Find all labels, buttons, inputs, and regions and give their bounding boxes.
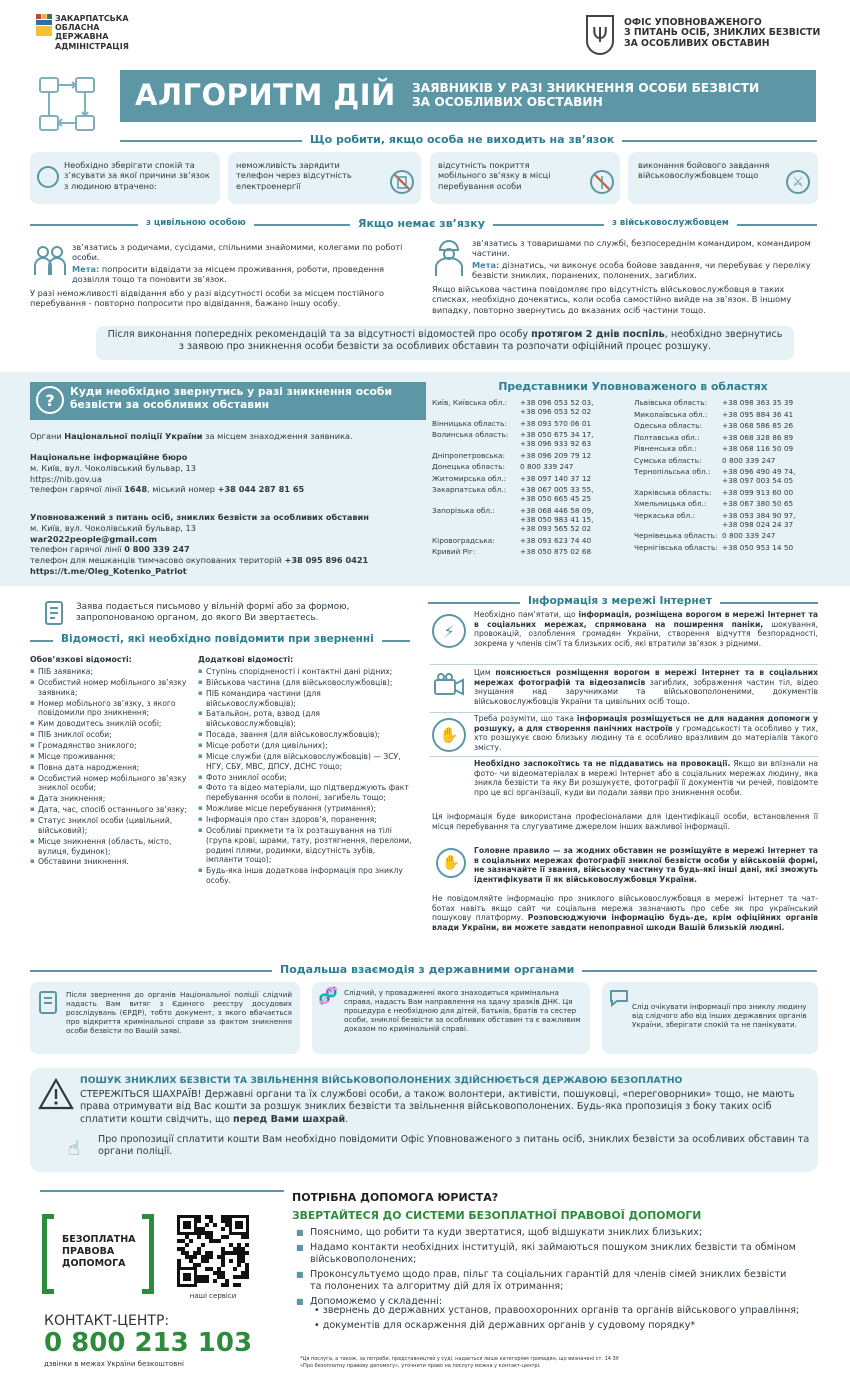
brain-warning-icon: ⚡	[432, 614, 466, 648]
mandatory-item: ▪ ПІБ зниклої особи;	[30, 730, 190, 740]
additional-item: ▪ ПІБ командира частини (для військовослужбовців);	[198, 689, 412, 709]
legal-title: ПОТРІБНА ДОПОМОГА ЮРИСТА?	[292, 1191, 499, 1204]
oda-line: ДЕРЖАВНА	[55, 32, 109, 42]
region-phone: +38 050 675 34 17, +38 096 933 92 63	[520, 430, 594, 449]
mandatory-item: ▪ Особистий номер мобільного зв’язку зниклої особи;	[30, 774, 190, 794]
additional-item: ▪ Батальйон, рота, взвод (для військовослужбовців);	[198, 709, 412, 729]
mandatory-item: ▪ Обставини зникнення.	[30, 857, 190, 867]
civil-goal	[72, 264, 410, 285]
nib-url[interactable]: https://nib.gov.ua	[30, 473, 102, 484]
dna-icon: 🧬	[318, 986, 338, 1005]
region-phone: +38 068 446 58 09, +38 050 983 41 15, +38 093 565 52 02	[520, 505, 594, 534]
internet-title: Інформація з мережі Інтернет	[520, 595, 720, 607]
region-row	[432, 462, 620, 471]
two-days-p1: Після виконання попередніх рекомендацій та за відсутності відомостей про особу	[107, 329, 532, 340]
internet-b7-bold: Розповсюджуючи інформацію будь-де, крім офіційних органів влади України, ви можете завдати непоправної шкоди Вашій близькій людині.	[432, 913, 818, 933]
ombudsman-hotline	[30, 544, 430, 555]
region-name: Донецька область:	[432, 462, 506, 472]
warning-bold: перед Вами шахрай	[233, 1113, 346, 1125]
region-name: Дніпропетровська:	[432, 450, 505, 460]
nib-phone-p2: , міський номер	[147, 484, 218, 495]
region-phone: +38 068 116 50 09	[722, 444, 794, 453]
legal-sub-item: • документів для оскарження дій державних органів у судовому порядку*	[314, 1319, 696, 1331]
legal-item: ■ Пояснимо, що робити та куди звертатися, щоб відшукати зниклих близьких;	[296, 1227, 796, 1239]
region-row	[634, 467, 822, 485]
police-bold: Національної поліції України	[64, 431, 203, 441]
legal-brand-line: ДОПОМОГА	[62, 1257, 126, 1269]
info-title: Відомості, які необхідно повідомити при зверненні	[53, 633, 382, 645]
algorithm-diagram-icon	[36, 74, 98, 136]
region-row	[634, 543, 822, 552]
hand-money-icon: ☝	[68, 1136, 81, 1160]
region-name: Чернігівська область:	[634, 542, 718, 552]
region-name: Київ, Київська обл.:	[432, 398, 508, 407]
mil-goal	[472, 260, 818, 281]
internet-b3-p2: у громадськості та особливо у тих, хто розшукує свою близьку людину та є особливо вразливим до матеріалів такого змісту.	[474, 723, 818, 753]
region-name: Кіровоградська:	[432, 535, 495, 545]
reason-combat: виконання бойового завдання військовослужбовцем тощо	[638, 160, 770, 181]
civil-text: зв’язатись з родичами, сусідами, спільними знайомими, колегами по роботі особи.	[72, 242, 403, 263]
internet-b2-p1: Цим	[474, 668, 496, 677]
office-line: З ПИТАНЬ ОСІБ, ЗНИКЛИХ БЕЗВІСТИ	[624, 27, 821, 39]
mil-goal-text: дізнатись, чи виконує особа бойове завдання, чи перебуває у переліку безвісти зниклих, поранених, полонених, загиблих.	[472, 260, 811, 281]
additional-item: ▪ Ступінь спорідненості і контактні дані рідних;	[198, 667, 412, 677]
region-row	[634, 398, 822, 407]
nib-phones	[30, 484, 430, 495]
region-phone: +38 068 328 86 89	[722, 432, 794, 442]
mil-goal-label: Мета:	[472, 260, 500, 270]
region-name: Харківська область:	[634, 487, 712, 497]
nib-hotline: 1648	[124, 484, 148, 495]
police-p1: Органи	[30, 431, 65, 441]
region-phone: +38 068 586 85 26	[722, 421, 794, 430]
regions-left	[432, 398, 620, 559]
additional-item: ▪ Інформація про стан здоров’я, поранення;	[198, 815, 412, 825]
region-phone: +38 067 380 50 65	[722, 499, 794, 509]
regions-title: Представники Уповноваженого в областях	[498, 380, 768, 393]
crossed-swords-icon: ⚔	[786, 170, 810, 194]
civil-goal-text: попросити відвідати за місцем проживання, роботи, проведення дозвілля тощо та поновити зв’язок.	[72, 264, 385, 285]
legal-sub-list	[314, 1305, 814, 1332]
region-row	[634, 444, 822, 453]
civilians-icon	[32, 242, 68, 278]
region-row	[432, 398, 620, 416]
chat-icon	[608, 988, 630, 1008]
internet-block-5: Ця інформація буде використана професіоналами для ідентифікації особи, встановлення її місця перебування та слугуватиме джерелом інших важливої інформації.	[432, 812, 818, 831]
police-p2: за місцем знаходження заявника.	[202, 431, 353, 441]
region-phone: +38 093 570 06 01	[520, 418, 592, 428]
no-battery-icon	[390, 170, 414, 194]
region-phone: +38 099 913 60 00	[722, 487, 794, 497]
no-contact-title: Що робити, якщо особа не виходить на зв’язок	[302, 133, 622, 146]
region-phone: +38 096 053 52 03, +38 096 053 52 02	[520, 398, 594, 417]
region-row	[634, 421, 822, 430]
internet-b3-bold: інформація розміщується не для надання допомоги у розшуку, а для створення панічних настроїв	[474, 714, 818, 733]
two-days-note	[105, 329, 785, 354]
region-name: Львівська область:	[634, 398, 708, 407]
thumbs-down-icon: ✋	[432, 718, 466, 752]
additional-item: ▪ Фото зниклої особи;	[198, 773, 412, 783]
region-row	[634, 511, 822, 529]
region-name: Житомирська обл.:	[432, 473, 507, 483]
nib-address: м. Київ, вул. Чоколівський бульвар, 13	[30, 462, 196, 473]
region-row	[634, 433, 822, 442]
legal-sub-item: • звернень до державних установ, правоохоронних органів та органів військового управління;	[314, 1305, 800, 1316]
internet-b7-text: Не повідомляйте інформацію про зниклого військовослужбовця в мережі Інтернет та чат-ботах навіть якщо сайт чи соціальна мережа зазначають про себе як про український пошукову платформу.	[432, 894, 818, 923]
region-name: Одеська область:	[634, 421, 702, 430]
divider	[430, 664, 818, 665]
region-phone: +38 096 490 49 74, +38 097 003 54 05	[722, 467, 796, 486]
mandatory-item: ▪ ПІБ заявника;	[30, 667, 190, 677]
banner-subtitle-line: ЗА ОСОБЛИВИХ ОБСТАВИН	[412, 95, 603, 110]
mandatory-block	[30, 655, 190, 868]
civil-label: з цивільною особою	[138, 218, 254, 228]
hand-stop-icon: ✋	[436, 848, 466, 878]
region-name: Кривий Ріг:	[432, 547, 476, 557]
legal-item: ■ Надамо контакти необхідних інституцій, які займаються пошуком зниклих безвісти та обміном військовополонених;	[296, 1242, 796, 1266]
mandatory-item: ▪ Місце зникнення (область, місто, вулиця, будинок);	[30, 837, 190, 857]
additional-item: ▪ Місце служби (для військовослужбовців) — ЗСУ, НГУ, СБУ, МВС, ДПСУ, ДСНС тощо;	[198, 752, 412, 772]
internet-block-3	[474, 714, 818, 753]
internet-block-1	[474, 610, 818, 649]
ombudsman-email[interactable]: war2022people@gmail.com	[30, 533, 158, 544]
contact-phone: 0 800 213 103	[44, 1328, 253, 1358]
region-row	[432, 547, 620, 556]
region-phone: +38 050 953 14 50	[722, 542, 794, 552]
gov-text-1: Після звернення до органів Національної поліції слідчий надасть Вам витяг з Єдиного реєстру досудових розслідувань (ЄРДР), тобто документ, з якого вбачається про відкриття кримінальної справи за фактом зникнення особи безвісти по Вашій заяві.	[66, 990, 292, 1035]
region-name: Полтавська обл.:	[634, 432, 700, 442]
region-name: Миколаївська обл.:	[634, 409, 708, 419]
application-note: Заява подається письмово у вільній формі або за формою, запропонованою органом, до якого Ви звертаєтесь.	[76, 602, 350, 624]
region-phone: +38 096 209 79 12	[520, 450, 592, 460]
region-phone: 0 800 339 247	[722, 455, 776, 465]
warning-text	[80, 1089, 812, 1126]
region-phone: +38 050 875 02 68	[520, 547, 592, 557]
region-row	[432, 485, 620, 503]
gov-text-3: Слід очікувати інформації про зниклу людину від слідчого або від інших державних органів України, зберігати спокій та не панікувати.	[632, 1002, 807, 1029]
internet-block-2	[474, 668, 818, 707]
region-row	[432, 419, 620, 428]
qr-label: наші сервіси	[189, 1292, 237, 1300]
banner-subtitle	[412, 81, 759, 109]
ombudsman-info	[30, 512, 430, 577]
gov-title: Подальша взаємодія з державними органами	[272, 963, 582, 976]
nib-city-phone: +38 044 287 81 65	[217, 484, 305, 495]
region-name: Хмельницька обл.:	[634, 499, 707, 509]
internet-b3-p1: Треба розуміти, що така	[474, 714, 577, 723]
internet-main-rule: Головне правило — за жодних обставин не розміщуйте в мережі Інтернет та в соціальних мережах фотографії зниклої безвісти особи у військовій формі, не зазначайте її звання, військову частину та будь-які інші дані, які зможуть ідентифікувати її як військовослужбовця України.	[474, 846, 818, 885]
legal-brand-line: ПРАВОВА	[62, 1245, 115, 1257]
ombudsman-hotline-number: 0 800 339 247	[124, 544, 190, 555]
mandatory-item: ▪ Дата, час, спосіб останнього зв’язку;	[30, 805, 190, 815]
warning-report: Про пропозиції сплатити кошти Вам необхідно повідомити Офіс Уповноваженого з питань осіб, зниклих безвісти за особливих обставин та органи поліції.	[98, 1134, 810, 1158]
ombudsman-address: м. Київ, вул. Чоколівський бульвар, 13	[30, 522, 196, 533]
additional-list	[198, 667, 412, 886]
region-row	[634, 410, 822, 419]
regions-right	[634, 398, 822, 554]
civil-extra: У разі неможливості відвідання або у разі відсутності особи за місцем постійного перебування - повторно попросити про відвідання, бажано іншу особу.	[30, 288, 384, 309]
ombudsman-phone-p1: телефон гарячої лінії	[30, 544, 125, 555]
if-no-contact-title: Якщо немає зв’язку	[350, 217, 493, 230]
additional-item: ▪ Можливе місце перебування (утримання);	[198, 804, 412, 814]
region-name: Запорізька обл.:	[432, 505, 495, 515]
region-name: Волинська область:	[432, 430, 509, 440]
region-name: Черкаська обл.:	[634, 510, 695, 520]
military-label: з військовослужбовцем	[604, 218, 737, 228]
region-row	[432, 451, 620, 460]
banner-title: АЛГОРИТМ ДІЙ	[135, 78, 396, 112]
additional-item: ▪ Місце роботи (для цивільних);	[198, 741, 412, 751]
oda-line: ОБЛАСНА	[55, 23, 100, 33]
two-days-bold: протягом 2 днів поспіль	[531, 329, 665, 340]
region-name: Чернівецька область:	[634, 531, 718, 541]
two-days-p2: , необхідно звернутись з заявою про зникнення особи безвісти за особливих обставин та розпочати офіційний процес розшуку.	[178, 329, 783, 353]
mandatory-item: ▪ Повна дата народження;	[30, 763, 190, 773]
ombudsman-occ-number: +38 095 896 0421	[284, 555, 369, 566]
internet-b2-p2: загиблих, зображення частин тіл, відео знущання над заручниками та військовополоненими, документів військовослужбовців України та цивільних осіб тощо.	[474, 677, 818, 707]
internet-b1-p1: Необхідно пам’ятати, що	[474, 610, 579, 619]
additional-item: ▪ Фото та відео матеріали, що підтверджують факт перебування особи в полоні, загибель тощо;	[198, 783, 412, 803]
region-phone: 0 800 339 247	[722, 531, 776, 541]
mandatory-title: Обов’язкові відомості:	[30, 655, 132, 664]
region-name: Закарпатська обл.:	[432, 485, 507, 495]
document-icon	[38, 990, 60, 1016]
mandatory-item: ▪ Громадянство зниклого;	[30, 741, 190, 751]
internet-block-7	[432, 894, 818, 933]
legal-sub-item-text: звернень до державних установ, правоохоронних органів та органів військового управління;	[322, 1305, 800, 1316]
civil-goal-label: Мета:	[72, 264, 100, 274]
mandatory-item: ▪ Номер мобільного зв’язку, з якого повідомили про зникнення;	[30, 699, 190, 719]
region-row	[634, 499, 822, 508]
divider	[430, 756, 818, 757]
nib-title: Національне інформаційне бюро	[30, 452, 188, 462]
internet-b2-bold: пояснюється розміщення ворогом в мережі Інтернет та в соціальних мережах фотографій та відеозаписів	[474, 668, 818, 687]
office-line: ОФІС УПОВНОВАЖЕНОГО	[624, 17, 762, 28]
legal-list	[296, 1227, 796, 1311]
mil-extra: Якщо військова частина повідомляє про відсутність військовослужбовця в таких списках, необхідно дочекатись, коли особа самостійно вийде на зв’язок. В іншому випадку, повторно звернутись до вказаних осіб частини тощо.	[432, 284, 792, 315]
region-row	[432, 536, 620, 545]
mandatory-item: ▪ Дата зникнення;	[30, 794, 190, 804]
oda-logo	[36, 14, 52, 52]
office-line: ЗА ОСОБЛИВИХ ОБСТАВИН	[624, 37, 770, 49]
internet-b4-bold: Необхідно заспокоїтись та не піддаватись на провокації.	[474, 759, 731, 768]
legal-footnote: *Ця послуга, а також, за потреби, представництво у суді, надається лише категоріям громадян, що визначені ст. 14 ЗУ «Про безоплатну правову допомогу», уточнити право на послугу можна у контакт-центрі.	[300, 1356, 619, 1369]
region-row	[634, 456, 822, 465]
region-phone: +38 093 384 90 97, +38 098 024 24 37	[722, 510, 796, 529]
region-row	[432, 474, 620, 483]
gov-text-2: Слідчий, у провадженні якого знаходиться кримінальна справа, надасть Вам направлення на здачу зразків ДНК. Ця процедура є необхідною для дітей, батьків, братів та сестер особи, зниклої безвісти за особливих обставин та є важливим доказом по кримінальній справі.	[344, 988, 581, 1033]
region-row	[432, 506, 620, 533]
region-row	[432, 430, 620, 448]
legal-subtitle: ЗВЕРТАЙТЕСЯ ДО СИСТЕМИ БЕЗОПЛАТНОЇ ПРАВОВОЇ ДОПОМОГИ	[292, 1209, 702, 1222]
legal-item: ■ Проконсультуємо щодо прав, пільг та соціальних гарантій для членів сімей зниклих безвісти та полонених та алгоритму дій для їх отримання;	[296, 1269, 796, 1293]
no-contact-intro: Необхідно зберігати спокій та з’ясувати за якої причини зв’язок з людиною втрачено:	[64, 160, 210, 191]
internet-block-4	[474, 759, 818, 798]
region-name: Тернопільська обл.:	[634, 467, 711, 476]
oda-line: ЗАКАРПАТСЬКА	[55, 14, 129, 23]
mandatory-item: ▪ Місце проживання;	[30, 752, 190, 762]
no-signal-icon	[590, 170, 614, 194]
ombudsman-telegram[interactable]: https://t.me/Oleg_Kotenko_Patriot	[30, 566, 187, 577]
mandatory-item: ▪ Особистий номер мобільного зв’язку заявника;	[30, 678, 190, 698]
reason-coverage: відсутність покриття мобільного зв’язку в місці перебування особи	[438, 160, 551, 191]
document-pen-icon	[44, 600, 66, 628]
region-row	[634, 531, 822, 540]
region-name: Вінницька область:	[432, 418, 507, 428]
mandatory-item: ▪ Ким доводитесь зниклій особі;	[30, 719, 190, 729]
question-icon: ?	[36, 386, 64, 414]
mandatory-item: ▪ Статус зниклої особи (цивільний, військовий);	[30, 816, 190, 836]
nib-phone-p1: телефон гарячої лінії	[30, 484, 125, 495]
office-name	[624, 18, 820, 49]
region-phone: +38 093 623 74 40	[520, 535, 592, 545]
contact-label: КОНТАКТ-ЦЕНТР:	[44, 1313, 170, 1329]
divider	[430, 712, 818, 713]
region-phone: +38 097 140 37 12	[520, 473, 592, 483]
where-title: Куди необхідно звернутись у разі зникнення особи безвісти за особливих обставин	[70, 385, 393, 412]
nib-info	[30, 452, 430, 495]
warning-p1-end: .	[345, 1113, 349, 1125]
additional-item: ▪ Посада, звання (для військовослужбовців);	[198, 730, 412, 740]
internet-b1-bold: інформація, розміщена ворогом в мережі Інтернет та в соціальних мережах, спрямована на поширення паніки,	[474, 610, 818, 629]
ombudsman-occ-p1: телефон для мешканців тимчасово окупованих територій	[30, 555, 285, 566]
legal-aid-logo	[42, 1214, 154, 1294]
region-phone: +38 098 363 35 39	[722, 398, 794, 407]
police-info	[30, 431, 430, 441]
additional-title: Додаткові відомості:	[198, 655, 294, 664]
contact-note: дзвінки в межах України безкоштовні	[44, 1360, 184, 1368]
warning-icon	[38, 1078, 74, 1110]
calm-face-icon	[37, 166, 59, 188]
additional-item: ▪ Особливі прикмети та їх розташування на тілі (група крові, шрами, тату, розтягнення, переломи, родимі плями, родимки, відсутність зубів, імпланти тощо);	[198, 826, 412, 865]
qr-code[interactable]	[176, 1214, 250, 1288]
ombudsman-title: Уповноважений з питань осіб, зниклих безвісти за особливих обставин	[30, 512, 369, 522]
region-phone: +38 067 005 33 55, +38 050 665 45 25	[520, 485, 594, 504]
legal-divider	[40, 1190, 284, 1192]
video-camera-icon	[432, 672, 466, 702]
coat-of-arms-icon: Ψ	[586, 15, 614, 55]
region-name: Рівненська обл.:	[634, 444, 697, 453]
internet-b4-text: Якщо ви впізнали на фото- чи відеоматеріалах в мережі Інтернет або в соціальних мережах людину, яка зникла безвісти та яку Ви розшукуєте, фотографії її документів чи речей, повідомте про це всі організації, куди ви подали заяви про зникнення особи.	[474, 759, 818, 798]
additional-item: ▪ Військова частина (для військовослужбовців);	[198, 678, 412, 688]
region-phone: 0 800 339 247	[520, 462, 574, 472]
additional-item: ▪ Будь-яка інша додаткова інформація про зниклу особу.	[198, 866, 412, 886]
region-phone: +38 095 884 36 41	[722, 409, 794, 419]
mandatory-list	[30, 667, 190, 867]
region-name: Сумська область:	[634, 455, 702, 465]
reason-power: неможливість зарядити телефон через відсутність електроенергії	[236, 160, 352, 191]
banner-subtitle-line: ЗАЯВНИКІВ У РАЗІ ЗНИКНЕННЯ ОСОБИ БЕЗВІСТИ	[412, 81, 760, 95]
region-row	[634, 488, 822, 497]
oda-line: АДМІНІСТРАЦІЯ	[55, 41, 129, 51]
legal-sub-item-text: документів для оскарження дій державних органів у судовому порядку*	[322, 1319, 696, 1331]
oda-name	[55, 14, 129, 51]
internet-b1-p2: шокування, провокацій, озлоблення громадян України, створення відчуття безпорадності, зокрема у членів сім’ї та близьких осіб, які втратили зв’язок з рідними.	[474, 619, 818, 649]
legal-brand-line: БЕЗОПЛАТНА	[62, 1234, 136, 1245]
warning-p1: СТЕРЕЖІТЬСЯ ШАХРАЇВ! Державні органи та їх службові особи, а також волонтери, активісти, пошуковці, «переговорники» тощо, не мають права отримувати від Вас кошти за розшук зниклих безвісти та звільнення військовополонених. Будь-яка пропозиція з боку таких осіб сплатити кошти свідчить, що	[80, 1089, 795, 1125]
soldier-icon	[432, 240, 466, 278]
mil-text: зв’язатись з товаришами по службі, безпосереднім командиром, командиром частини.	[472, 238, 811, 259]
additional-block	[198, 655, 412, 887]
legal-item: ■ Допоможемо у складенні:	[296, 1296, 796, 1308]
warning-title: ПОШУК ЗНИКЛИХ БЕЗВІСТИ ТА ЗВІЛЬНЕННЯ ВІЙСЬКОВОПОЛОНЕНИХ ЗДІЙСНЮЄТЬСЯ ДЕРЖАВОЮ БЕЗОПЛАТНО	[80, 1075, 683, 1086]
ombudsman-occupied	[30, 555, 430, 566]
